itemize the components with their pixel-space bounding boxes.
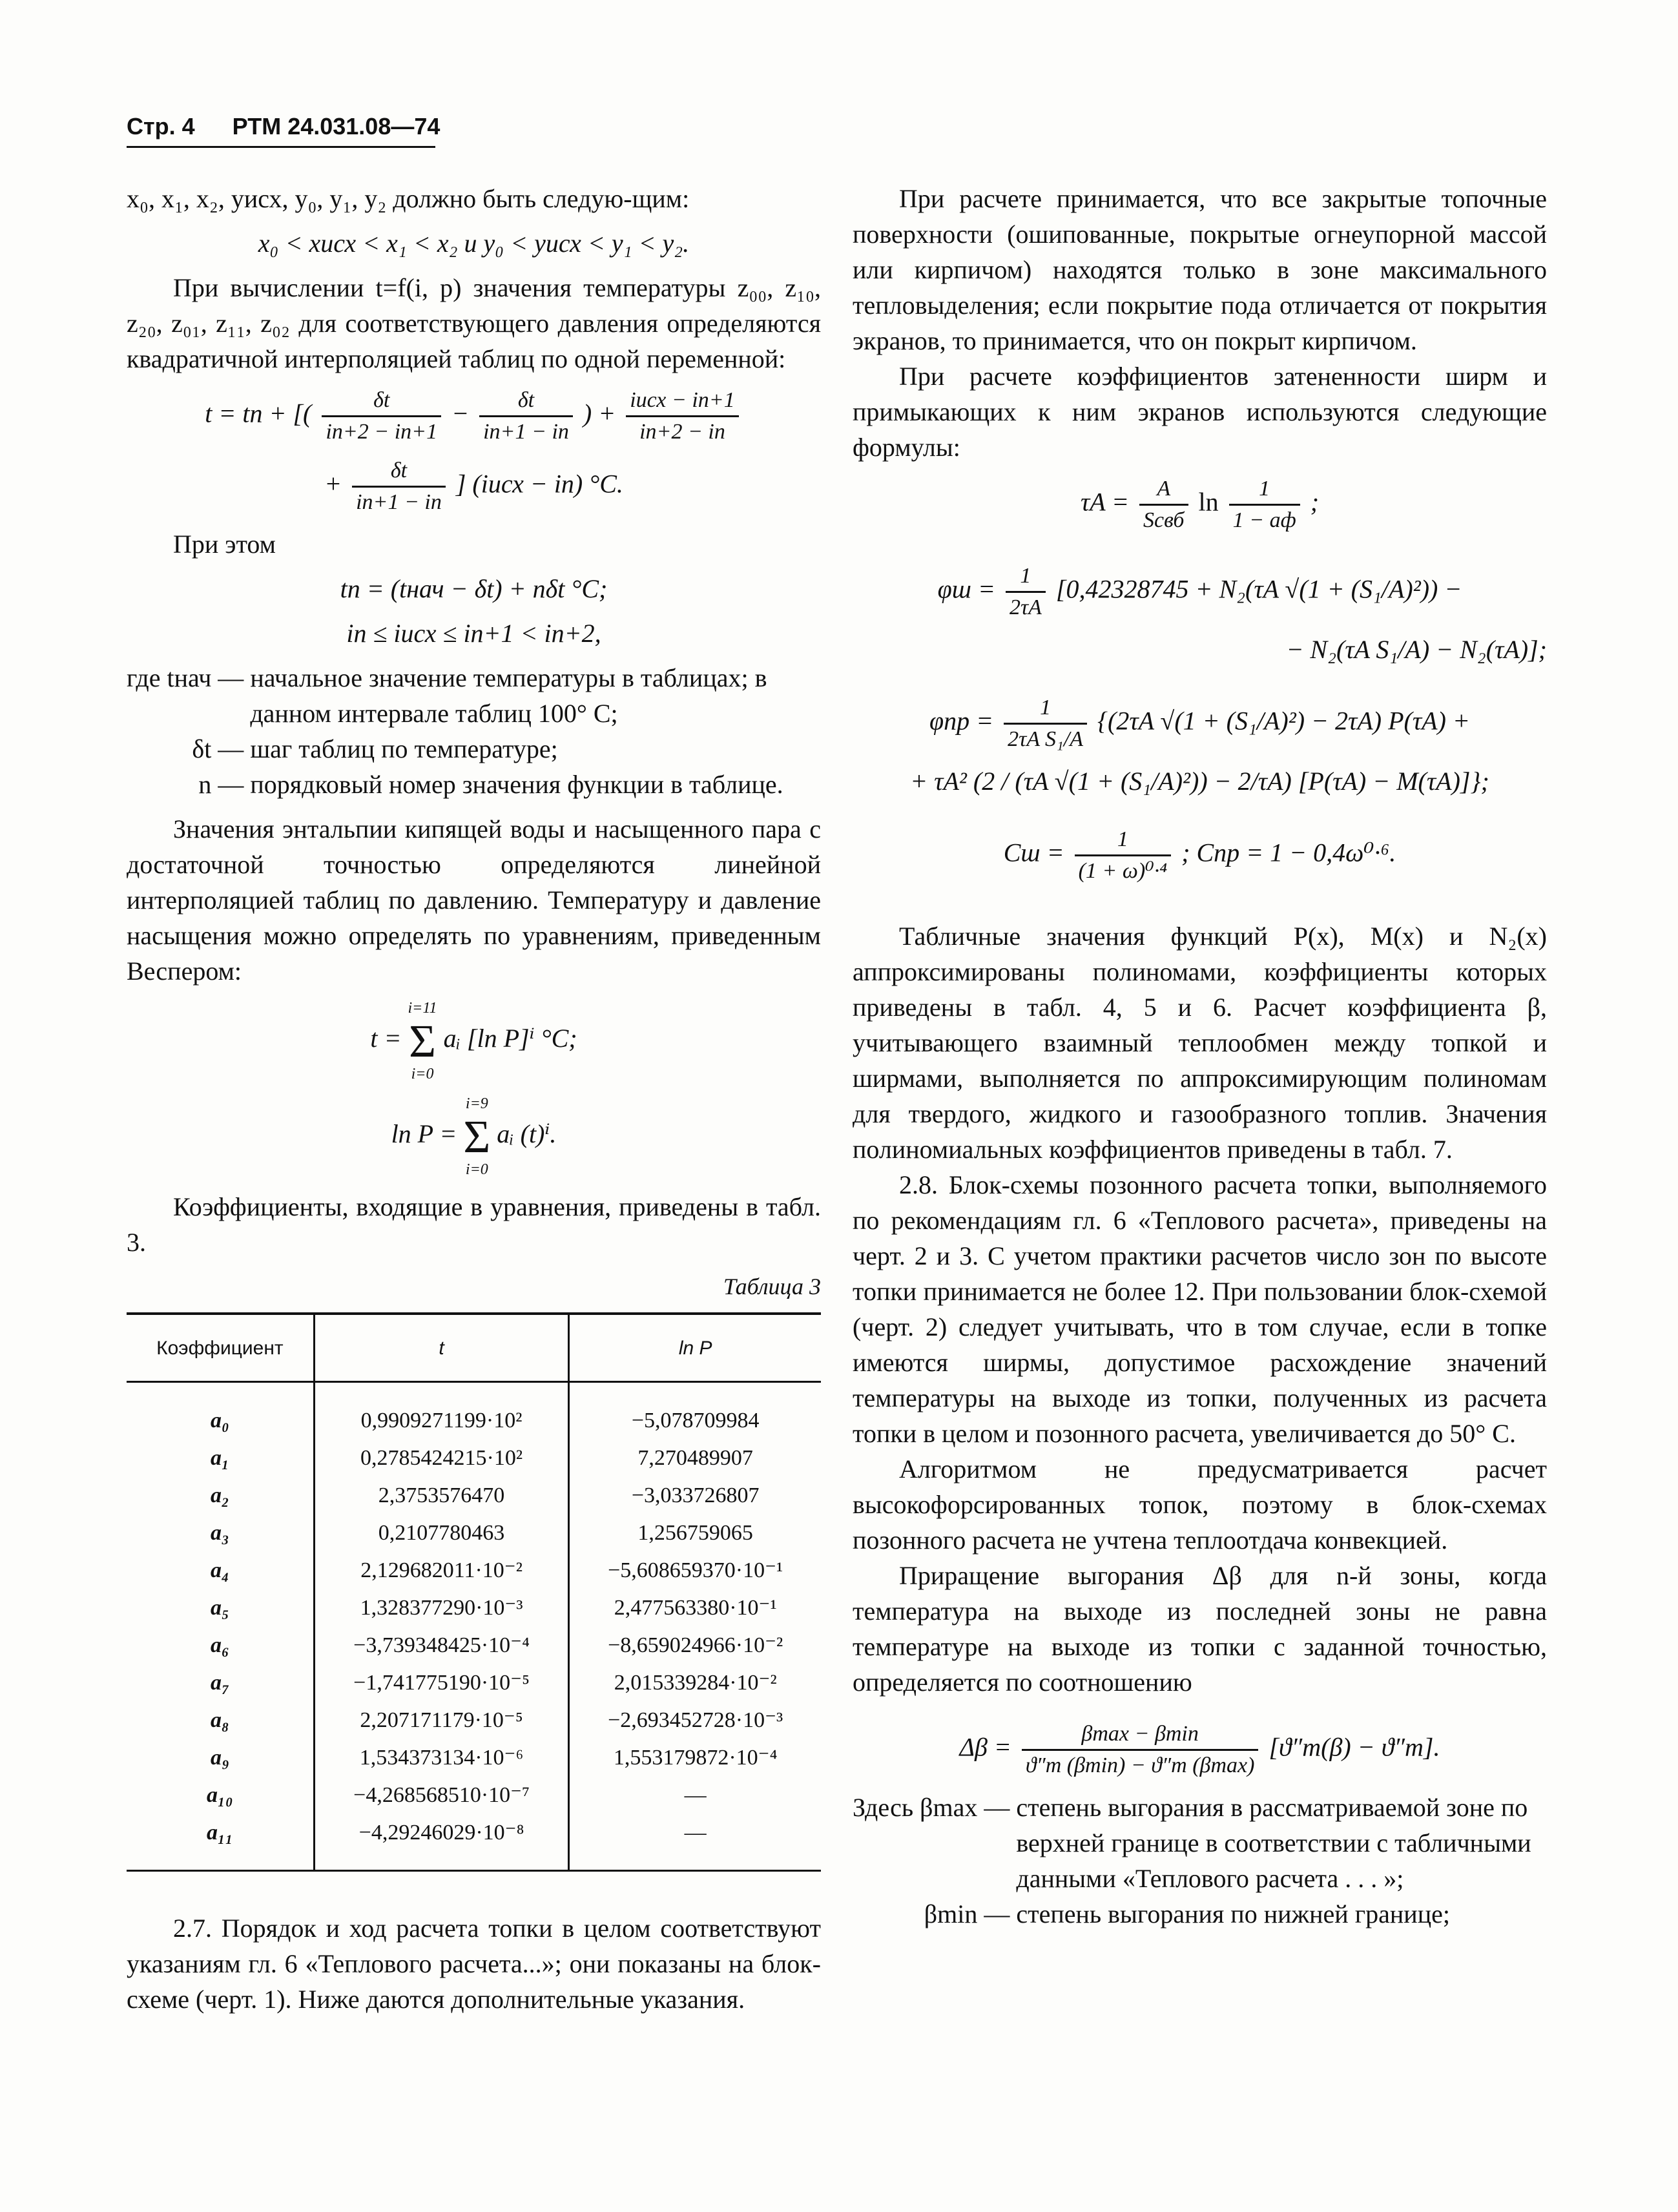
value-cell: 2,477563380·10⁻¹	[569, 1589, 821, 1626]
paragraph-coefficients: Коэффициенты, входящие в уравнения, приведены в табл. 3.	[127, 1192, 821, 1257]
fraction: $\frac{\delta t}{in+1 - in}$	[352, 456, 446, 517]
formula-tn: tn = (tнач − δt) + nδt °C;	[340, 574, 608, 603]
value-cell: 2,129682011·10⁻²	[314, 1551, 569, 1589]
value-cell: 7,270489907	[569, 1439, 821, 1476]
formula-phi-pr-continued: + τA² (2 / (τA √(1 + (S₁/A)²)) − 2/τA) [P(τA) − M(τA)]};	[910, 767, 1489, 796]
value-cell: −3,033726807	[569, 1476, 821, 1514]
table-row	[127, 1589, 821, 1626]
formula-delta-beta: Δβ = $\frac{\beta\max - \beta\min}{ϑ''т (\beta\min) - ϑ''т (\beta\max)}$ [ϑ″т(β) − ϑ″т].	[853, 1719, 1547, 1781]
paragraph-2-7: 2.7. Порядок и ход расчета топки в целом соответствуют указаниям гл. 6 «Теплового расчета...»; они показаны на блок-схеме (черт. 1). Ниже даются дополнительные указания.	[127, 1914, 821, 2014]
definitions-list	[127, 660, 821, 802]
summation-sign: i=9 Σ i=0	[463, 1095, 491, 1178]
formula-in-bounds: in ≤ iисх ≤ in+1 < in+2,	[346, 619, 601, 648]
page-header	[127, 113, 471, 140]
value-cell: −2,693452728·10⁻³	[569, 1701, 821, 1739]
table-row	[127, 1814, 821, 1871]
value-cell: 0,2107780463	[314, 1514, 569, 1551]
paragraph-burnout: Приращение выгорания Δβ для n-й зоны, когда температура на выходе из последней зоны не равна температуре на выходе из топки с заданной точностью, определяется по соотношению	[853, 1561, 1547, 1697]
coefficient-name-cell: a₇	[210, 1670, 229, 1695]
fraction: $\frac{\delta t}{in+2 - in+1}$	[322, 386, 441, 447]
table-row	[127, 1701, 821, 1739]
table-row	[127, 1476, 821, 1514]
definitions-list	[853, 1790, 1547, 1932]
left-column	[127, 181, 821, 2017]
table-row	[127, 1382, 821, 1440]
paragraph-intro: x₀, x₁, x₂, yисх, y₀, y₁, y₂ должно быть следую-щим:	[127, 184, 690, 213]
fraction: $\frac{\beta\max - \beta\min}{ϑ''т (\beta\min) - ϑ''т (\beta\max)}$	[1022, 1719, 1259, 1781]
coefficient-name-cell: a₁₁	[127, 1814, 314, 1871]
formula-tau: τA = $\frac{A}{\text{Sсвб}}$ ln $\frac{1}{1 - aф}$ ;	[853, 474, 1547, 535]
value-cell: −4,268568510·10⁻⁷	[314, 1776, 569, 1814]
value-cell: −1,741775190·10⁻⁵	[314, 1664, 569, 1701]
document-code: РТМ 24.031.08—74	[232, 113, 440, 140]
value-cell: —	[569, 1814, 821, 1871]
interpolation-formula-line2: + $\frac{\delta t}{in+1 - in}$ ] (iисх − in) °C.	[127, 456, 821, 517]
value-cell: 1,534373134·10⁻⁶	[314, 1739, 569, 1776]
vesper-formula-lnp: ln P = i=9 Σ i=0 aᵢ (t)ⁱ.	[127, 1093, 821, 1180]
table-caption: Таблица 3	[723, 1274, 821, 1299]
definition-term: βmin —	[924, 1899, 1010, 1928]
definition-term: δt —	[192, 734, 244, 763]
value-cell: −3,739348425·10⁻⁴	[314, 1626, 569, 1664]
value-cell: −5,078709984	[569, 1382, 821, 1440]
column-header: ln P	[569, 1314, 821, 1382]
coefficient-name-cell: a₀	[210, 1408, 229, 1432]
table-row	[127, 1664, 821, 1701]
value-cell: −5,608659370·10⁻¹	[569, 1551, 821, 1589]
coefficient-name-cell: a₅	[210, 1595, 229, 1620]
summation-sign: i=11 Σ i=0	[408, 1000, 437, 1082]
value-cell: 1,256759065	[569, 1514, 821, 1551]
value-cell: 0,2785424215·10²	[314, 1439, 569, 1476]
table-row	[127, 1439, 821, 1476]
formula-phi-pr: φпр = $\frac{1}{\text{2τA S₁/A}}$ {(2τA √(1 + (S₁/A)²) − 2τA) P(τA) +	[853, 693, 1547, 754]
table-row	[127, 1776, 821, 1814]
fraction: $\frac{1}{\text{2τA S₁/A}}$	[1004, 693, 1087, 754]
definition-term: где tнач —	[127, 663, 244, 692]
paragraph-algorithm: Алгоритмом не предусматривается расчет высокофорсированных топок, поэтому в блок-схемах позонного расчета не учтена теплоотдача конвекцией.	[853, 1454, 1547, 1555]
formula-phi-sh: φш = $\frac{1}{2\tau A}$ [0,42328745 + N₂(τA √(1 + (S₁/A)²)) −	[853, 561, 1547, 623]
vesper-formula-t: t = i=11 Σ i=0 aᵢ [ln P]ⁱ °C;	[127, 998, 821, 1084]
coefficient-name-cell: a₃	[210, 1520, 229, 1545]
paragraph-shading: При расчете коэффициентов затененности ширм и примыкающих к ним экранов используются следующие формулы:	[853, 362, 1547, 462]
value-cell: 0,9909271199·10²	[314, 1382, 569, 1440]
column-header: t	[314, 1314, 569, 1382]
coefficient-name-cell: a₂	[210, 1483, 229, 1507]
column-header: Коэффициент	[127, 1314, 314, 1382]
fraction: $\frac{1}{2\tau A}$	[1006, 561, 1046, 623]
coefficient-table	[127, 1312, 821, 1872]
inequality-condition: x₀ < xисх < x₁ < x₂ и y₀ < yисх < y₁ < y₂.	[258, 229, 690, 258]
value-cell: 2,3753576470	[314, 1476, 569, 1514]
fraction: $\frac{1}{\text{(1 + ω)⁰·⁴}}$	[1075, 825, 1172, 886]
formula-c-coefficients: Cш = $\frac{1}{\text{(1 + ω)⁰·⁴}}$ ; Cпр = 1 − 0,4ω⁰·⁶.	[853, 825, 1547, 886]
table-row	[127, 1626, 821, 1664]
definition-term: n —	[198, 770, 244, 799]
fraction: $\frac{1}{1 - aф}$	[1229, 474, 1300, 535]
value-cell: −8,659024966·10⁻²	[569, 1626, 821, 1664]
paragraph-where: При этом	[173, 530, 276, 559]
right-column	[853, 181, 1547, 1941]
paragraph-2-8: 2.8. Блок-схемы позонного расчета топки, выполняемого по рекомендациям гл. 6 «Теплового расчета», приведены на черт. 2 и 3. С учетом практики расчетов число зон по высоте топки принимается не более 12. При пользовании блок-схемой (черт. 2) следует учитывать, что в том случае, если в топке имеются ширмы, допустимое расхождение значений температуры на выходе из топки, полученных из расчета топки в целом и позонного расчета, увеличивается до 50° С.	[853, 1170, 1547, 1448]
fraction: $\frac{A}{\text{Sсвб}}$	[1139, 474, 1188, 535]
coefficient-name-cell: a₁	[210, 1445, 229, 1470]
coefficient-name-cell: a₈	[210, 1708, 229, 1732]
coefficient-name-cell: a₁₀	[207, 1783, 233, 1807]
definition-text: степень выгорания в рассматриваемой зоне по верхней границе в соответствии с табличными данными «Теплового расчета . . . »;	[1016, 1793, 1531, 1893]
table-row	[127, 1739, 821, 1776]
value-cell: 1,553179872·10⁻⁴	[569, 1739, 821, 1776]
paragraph-surfaces: При расчете принимается, что все закрытые топочные поверхности (ошипованные, покрытые огнеупорной массой или кирпичом) находятся только в зоне максимального тепловыделения; если покрытие пода отличается от покрытия экранов, то принимается, что он покрыт кирпичом.	[853, 184, 1547, 355]
interpolation-formula-line1: t = tn + [( $\frac{\delta t}{in+2 - in+1}$ − $\frac{\delta t}{in+1 - in}$ ) + $\frac{\text{iисх − in+1}}{in+2 - in}$	[127, 386, 821, 447]
page-number: Стр. 4	[127, 113, 195, 140]
coefficient-name-cell: a₄	[210, 1558, 229, 1582]
header-rule	[127, 146, 435, 148]
paragraph-temperature: При вычислении t=f(i, p) значения температуры z₀₀, z₁₀, z₂₀, z₀₁, z₁₁, z₀₂ для соответствующего давления определяются квадратичной интерполяцией таблиц по одной переменной:	[127, 273, 821, 373]
fraction: $\frac{\text{iисх − in+1}}{in+2 - in}$	[626, 386, 739, 447]
value-cell: 2,015339284·10⁻²	[569, 1664, 821, 1701]
table-header-row	[127, 1314, 821, 1382]
fraction: $\frac{\delta t}{in+1 - in}$	[479, 386, 573, 447]
formula-phi-sh-continued: − N₂(τA S₁/A) − N₂(τA)];	[1286, 635, 1547, 664]
value-cell: 1,328377290·10⁻³	[314, 1589, 569, 1626]
paragraph-enthalpy: Значения энтальпии кипящей воды и насыщенного пара с достаточной точностью определяются линейной интерполяцией таблиц по давлению. Температуру и давление насыщения можно определять по уравнениям, приведенным Веспером:	[127, 814, 821, 986]
definition-text: начальное значение температуры в таблицах; в данном интервале таблиц 100° C;	[250, 663, 767, 728]
definition-text: шаг таблиц по температуре;	[250, 734, 558, 763]
coefficient-name-cell: a₆	[210, 1633, 229, 1657]
value-cell: −4,29246029·10⁻⁸	[314, 1814, 569, 1871]
table-row	[127, 1514, 821, 1551]
paragraph-functions: Табличные значения функций P(x), M(x) и N₂(x) аппроксимированы полиномами, коэффициенты которых приведены в табл. 4, 5 и 6. Расчет коэффициента β, учитывающего взаимный теплообмен между топкой и ширмами, выполняется по аппроксимирующим полиномам для твердого, жидкого и газообразного топлив. Значения полиномиальных коэффициентов приведены в табл. 7.	[853, 922, 1547, 1164]
value-cell: —	[569, 1776, 821, 1814]
value-cell: 2,207171179·10⁻⁵	[314, 1701, 569, 1739]
definition-term: Здесь βmax —	[853, 1793, 1010, 1822]
table-row	[127, 1551, 821, 1589]
definition-text: степень выгорания по нижней границе;	[1016, 1899, 1450, 1928]
definition-text: порядковый номер значения функции в таблице.	[250, 770, 783, 799]
coefficient-name-cell: a₉	[210, 1745, 229, 1770]
